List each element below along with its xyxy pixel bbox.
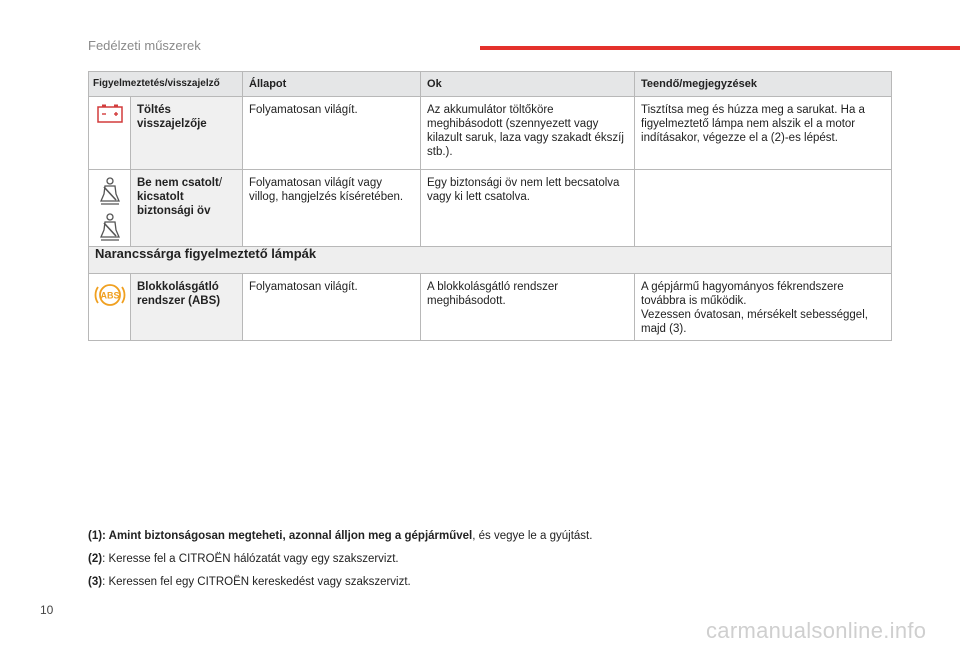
row-name: Blokkolásgátló rendszer (ABS): [131, 274, 243, 341]
footnote-text: , és vegye le a gyújtást.: [472, 530, 593, 542]
col-header-state: Állapot: [243, 72, 421, 97]
row-name-separator: /: [218, 177, 223, 189]
row-state: Folyamatosan világít vagy villog, hangjelzés kíséretében.: [243, 170, 421, 247]
col-header-cause: Ok: [421, 72, 635, 97]
section-title: Fedélzeti műszerek: [88, 38, 201, 53]
icon-cell: [89, 97, 131, 170]
warning-lamps-table: [88, 71, 892, 341]
table-row: [89, 274, 892, 341]
watermark: carmanualsonline.info: [706, 618, 927, 643]
table-header-row: [89, 72, 892, 97]
table-row: [89, 97, 892, 170]
seatbelt-icon: [98, 176, 122, 206]
row-state: Folyamatosan világít.: [243, 97, 421, 170]
abs-icon: [93, 280, 127, 310]
section-heading: Narancssárga figyelmeztető lámpák: [89, 247, 892, 274]
row-cause: Az akkumulátor töltőköre meghibásodott (szennyezett vagy kilazult saruk, laza vagy szakadt ékszíj stb.).: [421, 97, 635, 170]
footnote: [88, 575, 908, 589]
row-cause: A blokkolásgátló rendszer meghibásodott.: [421, 274, 635, 341]
seatbelt-icon: [98, 212, 122, 242]
footnote: [88, 529, 908, 543]
col-header-warning: Figyelmeztetés/visszajelző: [89, 72, 243, 97]
footnote-text: : Keressen fel egy CITROËN kereskedést vagy szakszervizt.: [102, 576, 411, 588]
row-action: A gépjármű hagyományos fékrendszere továbbra is működik. Vezessen óvatosan, mérsékelt sebességgel, majd (3).: [635, 274, 892, 341]
page-number: 10: [40, 603, 54, 617]
icon-cell: [89, 170, 131, 247]
row-name: Töltés visszajelzője: [131, 97, 243, 170]
footnote-label: (3): [88, 576, 103, 588]
row-action: Tisztítsa meg és húzza meg a sarukat. Ha a figyelmeztető lámpa nem alszik el a motor indításakor, végezze el a (2)-es lépést.: [635, 97, 892, 170]
header-accent-bar: [480, 46, 960, 50]
row-cause: Egy biztonsági öv nem lett becsatolva vagy ki lett csatolva.: [421, 170, 635, 247]
row-name-rest: kicsatolt biztonsági öv: [137, 191, 211, 217]
abs-icon-label: ABS: [99, 290, 120, 301]
col-header-action: Teendő/megjegyzések: [635, 72, 892, 97]
footnotes: [88, 529, 908, 598]
row-name-bold: Be nem csatolt: [137, 177, 219, 189]
footnote-label: (1): Amint biztonságosan megteheti, azonnal álljon meg a gépjárművel: [88, 530, 473, 542]
row-state: Folyamatosan világít.: [243, 274, 421, 341]
row-action: [635, 170, 892, 247]
footnote: [88, 552, 908, 566]
row-name: [131, 170, 243, 247]
footnote-text: : Keresse fel a CITROËN hálózatát vagy egy szakszervizt.: [102, 553, 399, 565]
icon-cell: [89, 274, 131, 341]
table-row: [89, 170, 892, 247]
battery-icon: [96, 103, 124, 125]
section-heading-row: [89, 247, 892, 274]
footnote-label: (2): [88, 553, 103, 565]
